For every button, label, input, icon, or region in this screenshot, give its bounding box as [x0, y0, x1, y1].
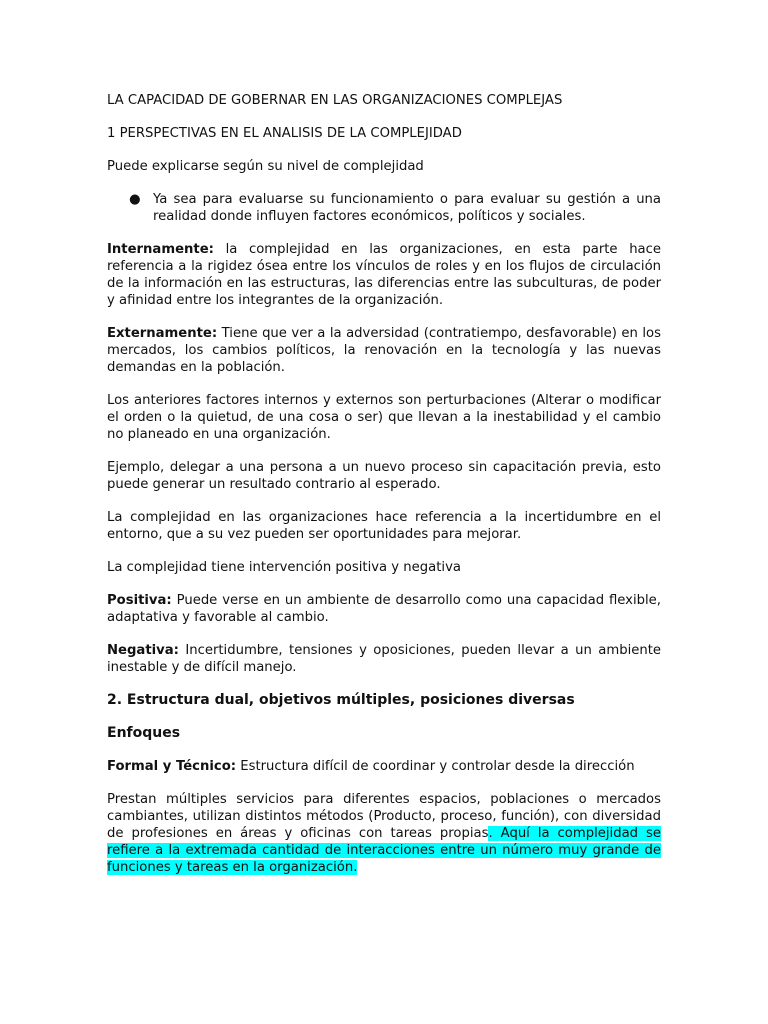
negativa-paragraph — [107, 642, 661, 676]
externamente-text: Tiene que ver a la adversidad (contratiempo, desfavorable) en los mercados, los cambios políticos, la renovación en la tecnología y las nuevas demandas en la población. — [107, 326, 661, 375]
prestan-text: Prestan múltiples servicios para diferentes espacios, poblaciones o mercados cambiantes, utilizan distintos métodos (Producto, proceso, función), con diversidad de profesiones en áreas y oficinas con tareas propias — [107, 792, 661, 841]
positiva-text: Puede verse en un ambiente de desarrollo como una capacidad flexible, adaptativa y favorable al cambio. — [107, 593, 661, 625]
factores-paragraph: Los anteriores factores internos y externos son perturbaciones (Alterar o modificar el orden o la quietud, de una cosa o ser) que llevan a la inestabilidad y el cambio no planeado en una organización. — [107, 393, 661, 442]
internamente-text: la complejidad en las organizaciones, en esta parte hace referencia a la rigidez ósea entre los vínculos de roles y en los flujos de circulación de la información en las estructuras, las diferencias entre las subculturas, de poder y afinidad entre los integrantes de la organización. — [107, 242, 661, 308]
formal-paragraph — [107, 758, 661, 775]
negativa-label: Negativa: — [107, 643, 179, 658]
internamente-label: Internamente: — [107, 242, 214, 257]
section-1-heading: 1 PERSPECTIVAS EN EL ANALISIS DE LA COMPLEJIDAD — [107, 126, 462, 141]
enfoques-heading: Enfoques — [107, 725, 181, 741]
list-item — [107, 191, 661, 225]
negativa-text: Incertidumbre, tensiones y oposiciones, pueden llevar a un ambiente inestable y de difícil manejo. — [107, 643, 661, 675]
bullet-icon: ● — [129, 192, 141, 207]
bullet-list — [107, 191, 661, 225]
formal-text: Estructura difícil de coordinar y controlar desde la dirección — [236, 759, 635, 774]
positiva-label: Positiva: — [107, 593, 172, 608]
section-2-heading: 2. Estructura dual, objetivos múltiples, posiciones diversas — [107, 692, 575, 708]
highlighted-text: . Aquí la complejidad se refiere a la extremada cantidad de interacciones entre un número muy grande de funciones y tareas en la organización. — [107, 826, 661, 875]
prestan-paragraph — [107, 791, 661, 876]
internamente-paragraph — [107, 241, 661, 309]
positiva-paragraph — [107, 592, 661, 626]
incertidumbre-paragraph: La complejidad en las organizaciones hace referencia a la incertidumbre en el entorno, que a su vez pueden ser oportunidades para mejorar. — [107, 510, 661, 542]
intervencion-paragraph: La complejidad tiene intervención positiva y negativa — [107, 560, 461, 575]
ejemplo-paragraph: Ejemplo, delegar a una persona a un nuevo proceso sin capacitación previa, esto puede generar un resultado contrario al esperado. — [107, 460, 661, 492]
document-page — [107, 92, 661, 892]
intro-paragraph: Puede explicarse según su nivel de complejidad — [107, 159, 424, 174]
externamente-paragraph — [107, 325, 661, 376]
bullet-text: Ya sea para evaluarse su funcionamiento o para evaluar su gestión a una realidad donde influyen factores económicos, políticos y sociales. — [153, 192, 661, 224]
formal-label: Formal y Técnico: — [107, 759, 237, 774]
externamente-label: Externamente: — [107, 326, 218, 341]
document-title: LA CAPACIDAD DE GOBERNAR EN LAS ORGANIZACIONES COMPLEJAS — [107, 93, 563, 108]
